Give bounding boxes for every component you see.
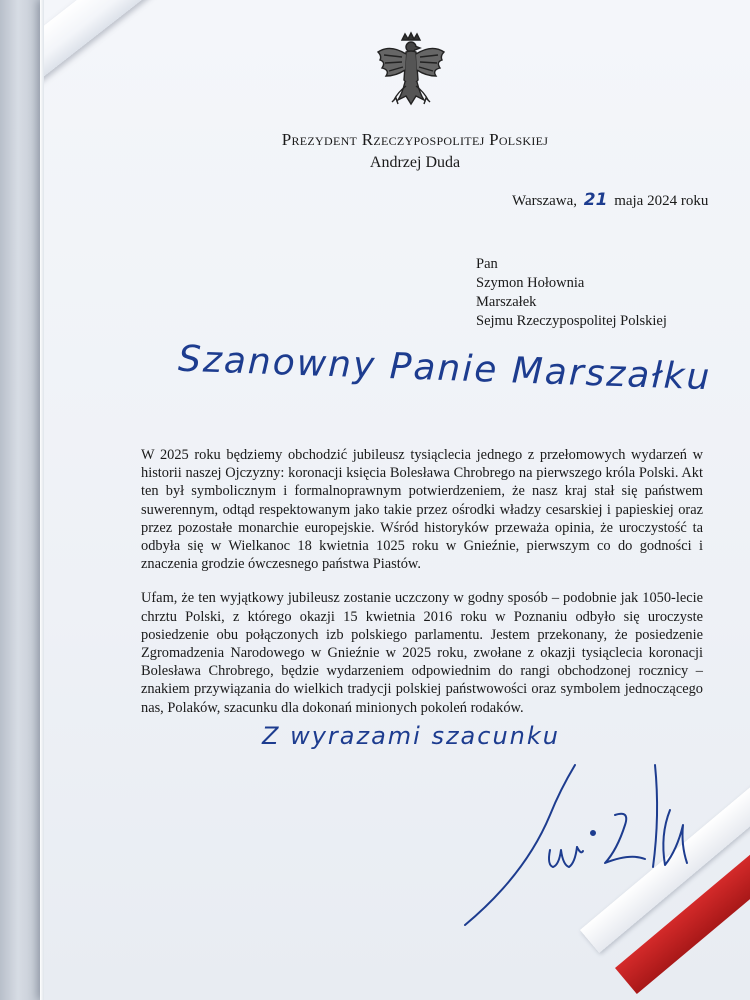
date-city: Warszawa, (512, 193, 578, 209)
body-paragraph: W 2025 roku będziemy obchodzić jubileusz tysiąclecia jednego z przełomowych wydarzeń w historii naszej Ojczyzny: koronacji księcia Bolesława Chrobrego na pierwszego króla Polski. Akt ten był symbolicznym i formalnoprawnym potwierdzeniem, że nasz kraj stał się państwem suwerennym, odtąd respektowanym jako takie przez ośrodki władzy cesarskiej i papieskiej oraz przez pozostałe monarchie europejskie. Wśród historyków przeważa opinia, że uroczystość ta odbyła się w Wielkanoc 18 kwietnia 1025 roku w Gnieźnie, pierwszym co do godności i znaczenia grodzie ówczesnego państwa Piastów. (141, 447, 703, 573)
letterhead (0, 130, 750, 172)
letter-body (141, 446, 703, 733)
ribbon-white-top (40, 0, 285, 92)
recipient-block (476, 255, 667, 331)
president-name: Andrzej Duda (369, 154, 461, 171)
office-title: Prezydent Rzeczypospolitej Polskiej (281, 130, 549, 149)
recipient-line: Marszałek (476, 294, 537, 310)
handwritten-closing: Z wyrazami szacunku (262, 722, 560, 750)
date-day: 21 (583, 190, 608, 210)
date-rest: maja 2024 roku (614, 193, 709, 209)
recipient-line: Szymon Hołownia (476, 275, 585, 291)
handwritten-salutation: Szanowny Panie Marszałku (177, 338, 713, 399)
body-paragraph: Ufam, że ten wyjątkowy jubileusz zostanie uczczony w godny sposób – podobnie jak 1050-lecie chrztu Polski, z którego okazji 15 kwietnia 2016 roku w Poznaniu odbyło się uroczyste posiedzenie obu połączonych izb polskiego parlamentu. Jestem przekonany, że posiedzenie Zgromadzenia Narodowego w Gnieźnie w 2025 roku, zwołane z okazji tysiąclecia koronacji Bolesława Chrobrego, będzie wydarzeniem odpowiednim do rangi obchodzonej rocznicy – znakiem przywiązania do wielkich tradycji polskiej państwowości oraz symbolem jednoczącego nas, Polaków, szacunku dla dokonań minionych pokoleń rodaków. (141, 590, 703, 716)
date-line (512, 190, 708, 210)
recipient-line: Sejmu Rzeczypospolitej Polskiej (476, 313, 667, 329)
recipient-line: Pan (476, 256, 498, 272)
polish-eagle-emblem-icon (372, 30, 450, 122)
signature-icon (455, 755, 715, 935)
